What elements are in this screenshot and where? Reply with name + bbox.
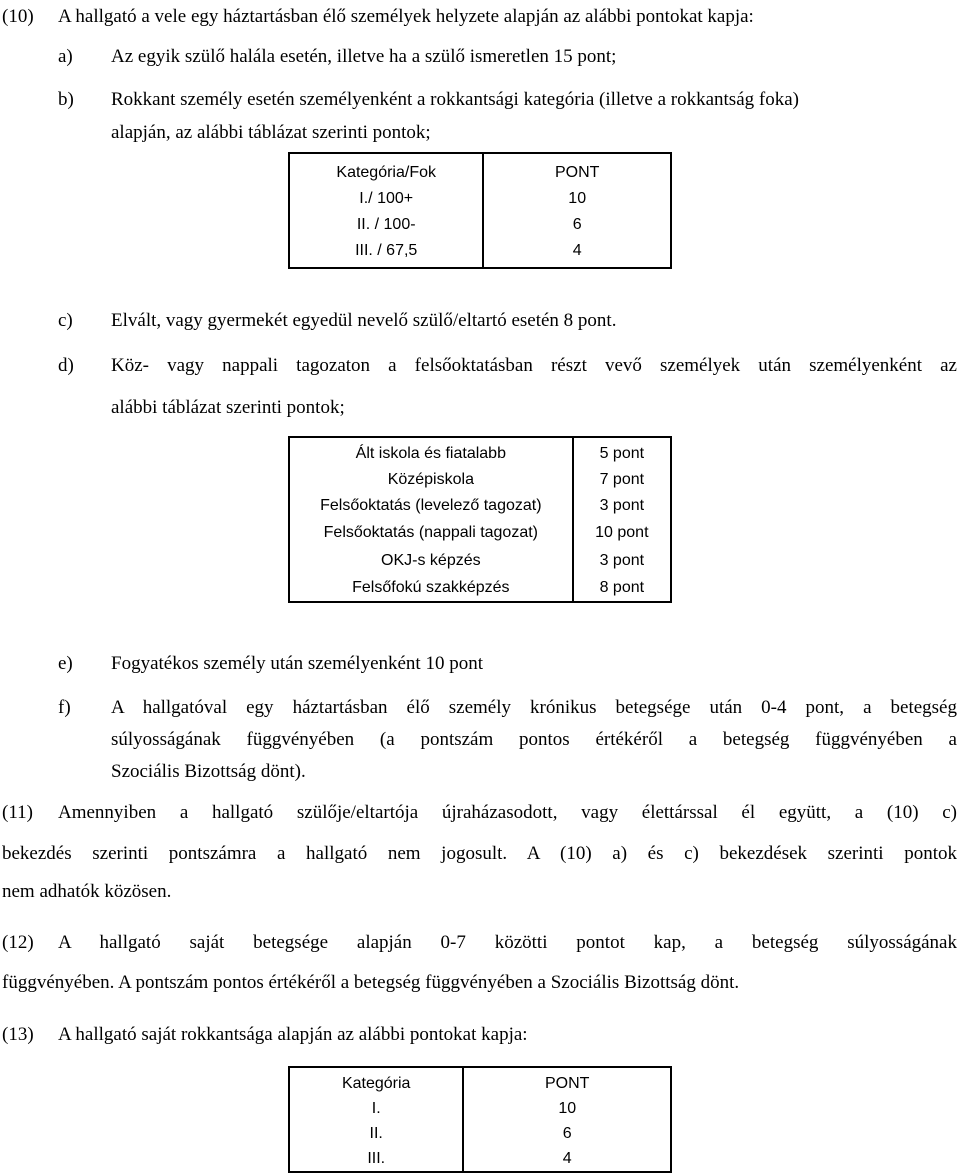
table-b-cell: 10 <box>568 190 587 207</box>
paragraph-number-13: (13) <box>2 1024 34 1045</box>
table-13-cell: 6 <box>562 1125 572 1142</box>
table-13-header-points: PONT <box>544 1075 590 1092</box>
item-a-label: a) <box>58 46 73 67</box>
table-13-cell: II. <box>369 1125 383 1142</box>
table-d-cell: 7 pont <box>599 471 645 488</box>
table-d-cell: Felsőoktatás (nappali tagozat) <box>323 524 538 541</box>
paragraph-12-line1: A hallgató saját betegsége alapján 0-7 közötti pontot kap, a betegség súlyosságának <box>58 932 957 953</box>
table-d-cell: OKJ-s képzés <box>381 552 481 569</box>
table-d-cell: 3 pont <box>599 552 645 569</box>
paragraph-number-10: (10) <box>2 6 34 27</box>
table-own-disability <box>288 1066 672 1173</box>
paragraph-number-11: (11) <box>2 802 33 823</box>
table-13-cell: 10 <box>558 1100 577 1117</box>
item-f-label: f) <box>58 697 71 718</box>
item-d-line1: Köz- vagy nappali tagozaton a felsőoktatásban részt vevő személyek után személyenként az <box>111 355 957 376</box>
paragraph-number-12: (12) <box>2 932 34 953</box>
table-d-cell: 3 pont <box>599 497 645 514</box>
item-c-text: Elvált, vagy gyermekét egyedül nevelő szülő/eltartó esetén 8 pont. <box>111 310 617 331</box>
table-d-cell: 10 pont <box>595 524 649 541</box>
table-b-col-category <box>289 153 483 268</box>
table-b-cell: III. / 67,5 <box>355 242 418 259</box>
item-c-label: c) <box>58 310 73 331</box>
table-b-cell: I./ 100+ <box>359 190 414 207</box>
table-b-header-points: PONT <box>554 164 600 181</box>
item-b-line2: alapján, az alábbi táblázat szerinti pontok; <box>111 122 431 143</box>
item-d-label: d) <box>58 355 74 376</box>
item-f-line3: Szociális Bizottság dönt). <box>111 761 306 782</box>
table-d-col-level <box>289 437 573 602</box>
item-e-label: e) <box>58 653 73 674</box>
table-b-cell: 4 <box>572 242 582 259</box>
table-13-cell: 4 <box>562 1150 572 1167</box>
table-education-points <box>288 436 672 603</box>
table-d-cell: Ált iskola és fiatalabb <box>355 445 506 462</box>
paragraph-11-line2: bekezdés szerinti pontszámra a hallgató nem jogosult. A (10) a) és c) bekezdések szerinti pontok <box>2 843 957 864</box>
table-d-cell: Felsőfokú szakképzés <box>352 579 510 596</box>
paragraph-10-intro: A hallgató a vele egy háztartásban élő személyek helyzete alapján az alábbi pontokat kapja: <box>58 6 754 27</box>
table-13-col-points <box>463 1067 671 1172</box>
table-b-header-category: Kategória/Fok <box>336 164 436 181</box>
item-b-line1: Rokkant személy esetén személyenként a rokkantsági kategória (illetve a rokkantság foka) <box>111 89 799 110</box>
table-d-cell: Középiskola <box>387 471 474 488</box>
table-13-header-category: Kategória <box>341 1075 411 1092</box>
table-13-cell: III. <box>367 1150 386 1167</box>
item-a-text: Az egyik szülő halála esetén, illetve ha a szülő ismeretlen 15 pont; <box>111 46 617 67</box>
item-e-text: Fogyatékos személy után személyenként 10 pont <box>111 653 483 674</box>
paragraph-12-line2: függvényében. A pontszám pontos értékéről a betegség függvényében a Szociális Bizottság dönt. <box>2 972 740 993</box>
table-d-col-points <box>573 437 671 602</box>
paragraph-11-line1: Amennyiben a hallgató szülője/eltartója újraházasodott, vagy élettárssal él együtt, a (10) c) <box>58 802 957 823</box>
table-disability-category <box>288 152 672 269</box>
item-f-line2: súlyosságának függvényében (a pontszám pontos értékéről a betegség függvényében a <box>111 729 957 750</box>
table-13-cell: I. <box>371 1100 381 1117</box>
table-d-cell: Felsőoktatás (levelező tagozat) <box>320 497 542 514</box>
paragraph-13-text: A hallgató saját rokkantsága alapján az alábbi pontokat kapja: <box>58 1024 528 1045</box>
table-d-cell: 5 pont <box>599 445 645 462</box>
table-b-col-points <box>483 153 671 268</box>
paragraph-11-line3: nem adhatók közösen. <box>2 881 172 902</box>
table-b-cell: II. / 100- <box>356 216 416 233</box>
table-d-cell: 8 pont <box>599 579 645 596</box>
item-f-line1: A hallgatóval egy háztartásban élő személy krónikus betegsége után 0-4 pont, a betegség <box>111 697 957 718</box>
table-13-col-category <box>289 1067 463 1172</box>
item-b-label: b) <box>58 89 74 110</box>
item-d-line2: alábbi táblázat szerinti pontok; <box>111 397 345 418</box>
table-b-cell: 6 <box>572 216 582 233</box>
